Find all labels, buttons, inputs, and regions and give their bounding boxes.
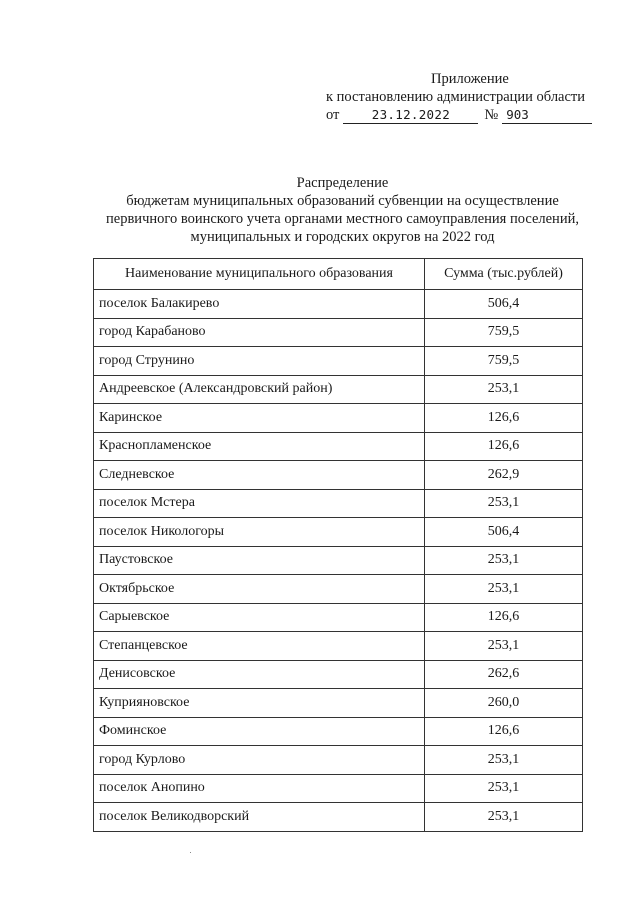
table-row xyxy=(94,689,583,718)
table-row xyxy=(94,347,583,376)
table-header-row xyxy=(94,259,583,290)
table-row xyxy=(94,461,583,490)
municipality-name-cell: Каринское xyxy=(94,404,425,433)
amount-cell: 126,6 xyxy=(425,603,583,632)
municipality-name-cell: Следневское xyxy=(94,461,425,490)
municipality-name-cell: поселок Анопино xyxy=(94,774,425,803)
amount-cell: 253,1 xyxy=(425,546,583,575)
decree-number: 903 xyxy=(502,107,592,124)
document-title xyxy=(70,174,615,246)
amount-cell: 260,0 xyxy=(425,689,583,718)
amount-cell: 253,1 xyxy=(425,375,583,404)
table-row xyxy=(94,290,583,319)
municipality-name-cell: город Карабаново xyxy=(94,318,425,347)
table-row xyxy=(94,632,583,661)
amount-cell: 506,4 xyxy=(425,518,583,547)
table-row xyxy=(94,518,583,547)
amount-cell: 126,6 xyxy=(425,717,583,746)
table-row xyxy=(94,318,583,347)
municipality-name-cell: город Струнино xyxy=(94,347,425,376)
table-row xyxy=(94,375,583,404)
municipality-name-cell: Краснопламенское xyxy=(94,432,425,461)
decree-date: 23.12.2022 xyxy=(343,107,478,124)
table-row xyxy=(94,546,583,575)
amount-cell: 253,1 xyxy=(425,746,583,775)
scan-artifact xyxy=(190,852,191,853)
amount-cell: 262,6 xyxy=(425,660,583,689)
table-row xyxy=(94,404,583,433)
amount-cell: 506,4 xyxy=(425,290,583,319)
amount-cell: 253,1 xyxy=(425,774,583,803)
amount-cell: 253,1 xyxy=(425,803,583,832)
municipality-name-cell: поселок Великодворский xyxy=(94,803,425,832)
municipality-name-cell: Октябрьское xyxy=(94,575,425,604)
table-row xyxy=(94,746,583,775)
column-header-name: Наименование муниципального образования xyxy=(94,259,425,290)
appendix-header xyxy=(300,70,600,124)
amount-cell: 253,1 xyxy=(425,489,583,518)
municipality-name-cell: Куприяновское xyxy=(94,689,425,718)
table-body xyxy=(94,290,583,832)
municipality-name-cell: Сарыевское xyxy=(94,603,425,632)
appendix-subtitle: к постановлению администрации области xyxy=(326,89,586,105)
table-row xyxy=(94,717,583,746)
municipality-name-cell: Денисовское xyxy=(94,660,425,689)
municipality-name-cell: поселок Мстера xyxy=(94,489,425,518)
amount-cell: 759,5 xyxy=(425,318,583,347)
amount-cell: 126,6 xyxy=(425,404,583,433)
number-prefix: № xyxy=(484,107,499,123)
amount-cell: 253,1 xyxy=(425,632,583,661)
appendix-title: Приложение xyxy=(431,71,509,87)
table-row xyxy=(94,489,583,518)
table-row xyxy=(94,603,583,632)
distribution-table xyxy=(93,258,583,832)
title-line-2: бюджетам муниципальных образований субвенции на осуществление xyxy=(126,193,559,209)
municipality-name-cell: Фоминское xyxy=(94,717,425,746)
municipality-name-cell: Степанцевское xyxy=(94,632,425,661)
title-line-4: муниципальных и городских округов на 2022 год xyxy=(190,229,495,245)
table-row xyxy=(94,803,583,832)
municipality-name-cell: поселок Балакирево xyxy=(94,290,425,319)
municipality-name-cell: город Курлово xyxy=(94,746,425,775)
amount-cell: 262,9 xyxy=(425,461,583,490)
municipality-name-cell: Андреевское (Александровский район) xyxy=(94,375,425,404)
amount-cell: 253,1 xyxy=(425,575,583,604)
title-line-3: первичного воинского учета органами местного самоуправления поселений, xyxy=(106,211,579,227)
municipality-name-cell: поселок Никологоры xyxy=(94,518,425,547)
title-line-1: Распределение xyxy=(296,175,389,191)
municipality-name-cell: Паустовское xyxy=(94,546,425,575)
amount-cell: 126,6 xyxy=(425,432,583,461)
table-row xyxy=(94,432,583,461)
table-row xyxy=(94,774,583,803)
date-prefix: от xyxy=(326,107,340,123)
appendix-meta xyxy=(300,106,600,124)
table-row xyxy=(94,660,583,689)
column-header-amount: Сумма (тыс.рублей) xyxy=(425,259,583,290)
amount-cell: 759,5 xyxy=(425,347,583,376)
table-row xyxy=(94,575,583,604)
